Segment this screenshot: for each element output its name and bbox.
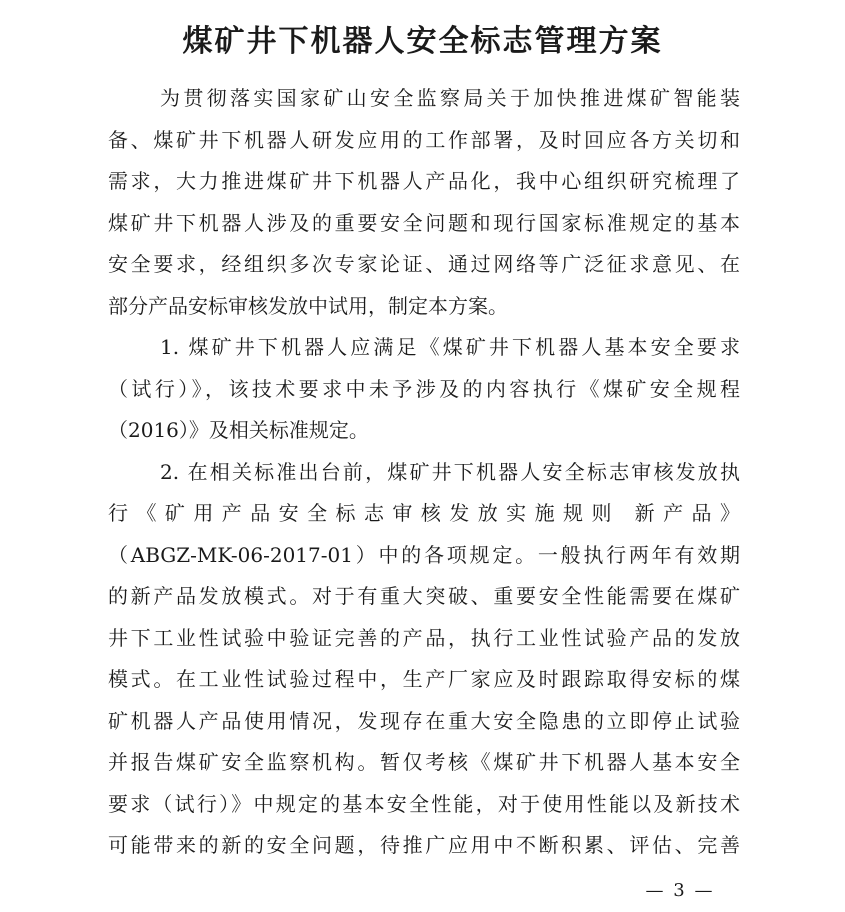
paragraph-line: 部分产品安标审核发放中试用，制定本方案。 (108, 293, 508, 318)
paragraph-line: 煤矿井下机器人涉及的重要安全问题和现行国家标准规定的基本 (108, 210, 740, 235)
paragraph-line: （试行）》，该技术要求中未予涉及的内容执行《煤矿安全规程 (108, 376, 740, 401)
document-title: 煤矿井下机器人安全标志管理方案 (182, 24, 663, 59)
paragraph-line: 2. 在相关标准出台前，煤矿井下机器人安全标志审核发放执 (160, 459, 740, 484)
paragraph-line: 井下工业性试验中验证完善的产品，执行工业性试验产品的发放 (108, 625, 740, 650)
paragraph-line: 可能带来的新的安全问题，待推广应用中不断积累、评估、完善 (108, 833, 740, 857)
paragraph-line: 需求，大力推进煤矿井下机器人产品化，我中心组织研究梳理了 (108, 169, 740, 193)
paragraph-line: （2016）》及相关标准规定。 (108, 418, 369, 442)
paragraph-line: 备、煤矿井下机器人研发应用的工作部署，及时回应各方关切和 (108, 127, 740, 152)
paragraph-line: 并报告煤矿安全监察机构。暂仅考核《煤矿井下机器人基本安全 (108, 750, 740, 774)
paragraph-line: 为贯彻落实国家矿山安全监察局关于加快推进煤矿智能装 (160, 86, 740, 110)
paragraph-line: 1. 煤矿井下机器人应满足《煤矿井下机器人基本安全要求 (160, 335, 740, 359)
paragraph-line: 的新产品发放模式。对于有重大突破、重要安全性能需要在煤矿 (108, 584, 740, 608)
paragraph-line: 安全要求，经组织多次专家论证、通过网络等广泛征求意见、在 (108, 252, 740, 276)
page-number: — 3 — (645, 880, 715, 901)
paragraph-line: （ABGZ-MK-06-2017-01）中的各项规定。一般执行两年有效期 (108, 542, 740, 567)
paragraph-line: 模式。在工业性试验过程中，生产厂家应及时跟踪取得安标的煤 (108, 667, 740, 691)
paragraph-line: 矿机器人产品使用情况，发现存在重大安全隐患的立即停止试验 (108, 708, 740, 733)
paragraph-line: 要求（试行）》中规定的基本安全性能，对于使用性能以及新技术 (108, 791, 740, 816)
paragraph-line: 行《矿用产品安全标志审核发放实施规则 新产品》 (108, 501, 740, 525)
